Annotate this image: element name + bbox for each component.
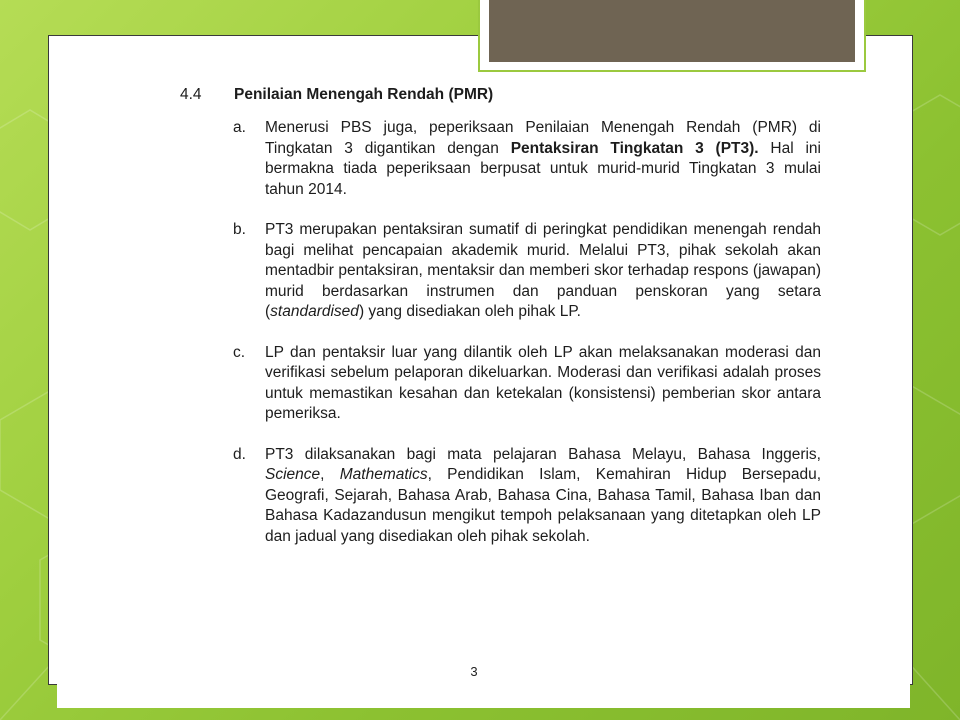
item-text: LP dan pentaksir luar yang dilantik oleh LP akan melaksanakan moderasi dan verifikasi sebelum pelaporan dikeluarkan. Moderasi dan verifikasi adalah proses untuk memastikan kesahan dan ketekalan (konsistensi) pemberian skor antara pemeriksa. bbox=[265, 343, 821, 422]
item-letter: c. bbox=[233, 343, 246, 361]
section-title: Penilaian Menengah Rendah (PMR) bbox=[234, 86, 494, 103]
section-heading bbox=[180, 86, 830, 104]
list-item-c bbox=[233, 343, 830, 425]
title-placeholder bbox=[478, 0, 866, 72]
section-number: 4.4 bbox=[180, 86, 202, 103]
list-item-d bbox=[233, 445, 830, 548]
slide-bottom-strip bbox=[57, 684, 910, 708]
item-letter: d. bbox=[233, 445, 246, 463]
item-text: Menerusi PBS juga, peperiksaan Penilaian Menengah Rendah (PMR) di Tingkatan 3 digantikan dengan Pentaksiran Tingkatan 3 (PT3). Hal ini bermakna tiada peperiksaan berpusat untuk murid-murid Tingkatan 3 mulai tahun 2014. bbox=[265, 119, 821, 198]
item-letter: b. bbox=[233, 221, 246, 238]
list-item-a bbox=[233, 118, 830, 200]
title-placeholder-fill bbox=[489, 0, 855, 62]
list-item-b bbox=[233, 220, 830, 323]
item-text: PT3 dilaksanakan bagi mata pelajaran Bahasa Melayu, Bahasa Inggeris, Science, Mathematics, Pendidikan Islam, Kemahiran Hidup Bersepadu, Geografi, Sejarah, Bahasa Arab, Bahasa Cina, Bahasa Tamil, Bahasa Iban dan Bahasa Kadazandusun mengikut tempoh pelaksanaan yang ditetapkan oleh LP dan jadual yang disediakan oleh pihak sekolah. bbox=[265, 445, 821, 545]
scanned-document bbox=[180, 86, 830, 567]
page-number: 3 bbox=[470, 664, 478, 679]
item-text: PT3 merupakan pentaksiran sumatif di peringkat pendidikan menengah rendah bagi melihat pencapaian akademik murid. Melalui PT3, pihak sekolah akan mentadbir pentaksiran, mentaksir dan memberi skor terhadap respons (jawapan) murid berdasarkan instrumen dan panduan penskoran yang setara (standardised) yang disediakan oleh pihak LP. bbox=[265, 221, 821, 320]
item-letter: a. bbox=[233, 119, 246, 136]
